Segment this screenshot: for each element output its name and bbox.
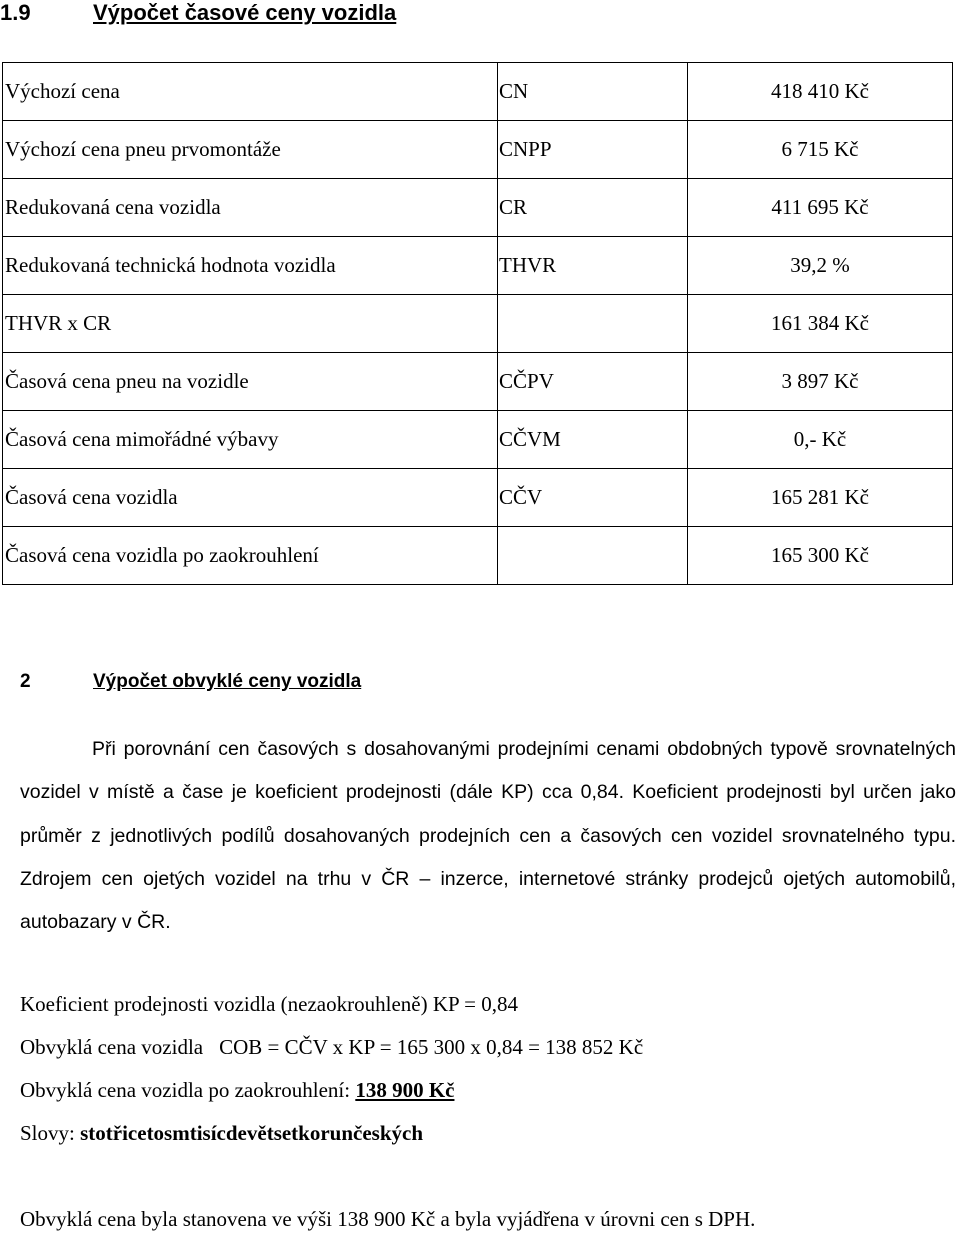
row-label: Výchozí cena pneu prvomontáže <box>3 121 498 179</box>
section-number: 2 <box>20 671 31 692</box>
table-row <box>3 295 953 353</box>
formula-line <box>20 1033 643 1061</box>
price-in-words-value: stotřicetosmtisícdevětsetkorunčeských <box>80 1121 424 1145</box>
row-value: 3 897 Kč <box>688 353 953 411</box>
price-calculation-table <box>2 62 953 585</box>
row-symbol <box>498 295 688 353</box>
row-symbol: CČVM <box>498 411 688 469</box>
row-value: 165 281 Kč <box>688 469 953 527</box>
row-value: 0,- Kč <box>688 411 953 469</box>
row-value: 411 695 Kč <box>688 179 953 237</box>
row-symbol: CN <box>498 63 688 121</box>
formula: COB = CČV x KP = 165 300 x 0,84 = 138 852 Kč <box>219 1035 644 1059</box>
row-label: Redukovaná technická hodnota vozidla <box>3 237 498 295</box>
table-row <box>3 411 953 469</box>
section-title: Výpočet obvyklé ceny vozidla <box>93 671 362 692</box>
price-in-words-line <box>20 1119 423 1147</box>
table-row <box>3 527 953 585</box>
row-symbol: CNPP <box>498 121 688 179</box>
rounded-price-label: Obvyklá cena vozidla po zaokrouhlení: <box>20 1078 351 1102</box>
formula-label: Obvyklá cena vozidla <box>20 1035 204 1059</box>
price-in-words-label: Slovy: <box>20 1121 75 1145</box>
final-statement: Obvyklá cena byla stanovena ve výši 138 900 Kč a byla vyjádřena v úrovni cen s DPH. <box>20 1207 756 1231</box>
body-paragraph: Při porovnání cen časových s dosahovanými prodejními cenami obdobných typově srovnatelných vozidel v místě a čase je koeficient prodejnosti (dále KP) cca 0,84. Koeficient prodejnosti byl určen jako průměr z jednotlivých podílů dosahovaných prodejních cen a časových cen vozidel srovnatelného typu. Zdrojem cen ojetých vozidel na trhu v ČR – inzerce, internetové stránky prodejců ojetých automobilů, autobazary v ČR. <box>20 738 956 934</box>
row-label: Redukovaná cena vozidla <box>3 179 498 237</box>
row-symbol: CČPV <box>498 353 688 411</box>
row-label: Časová cena pneu na vozidle <box>3 353 498 411</box>
row-label: Výchozí cena <box>3 63 498 121</box>
row-symbol: CR <box>498 179 688 237</box>
row-symbol: THVR <box>498 237 688 295</box>
rounded-price-value: 138 900 Kč <box>355 1078 455 1102</box>
row-symbol <box>498 527 688 585</box>
table-row <box>3 237 953 295</box>
row-value: 165 300 Kč <box>688 527 953 585</box>
table-row <box>3 469 953 527</box>
table-row <box>3 63 953 121</box>
row-label: Časová cena vozidla <box>3 469 498 527</box>
table-row <box>3 179 953 237</box>
row-value: 39,2 % <box>688 237 953 295</box>
table-row <box>3 121 953 179</box>
row-value: 6 715 Kč <box>688 121 953 179</box>
table-row <box>3 353 953 411</box>
coefficient-line: Koeficient prodejnosti vozidla (nezaokrouhleně) KP = 0,84 <box>20 992 519 1016</box>
row-symbol: CČV <box>498 469 688 527</box>
row-value: 418 410 Kč <box>688 63 953 121</box>
row-label: THVR x CR <box>3 295 498 353</box>
row-value: 161 384 Kč <box>688 295 953 353</box>
rounded-price-line <box>20 1076 454 1104</box>
section-number: 1.9 <box>0 0 31 25</box>
row-label: Časová cena mimořádné výbavy <box>3 411 498 469</box>
row-label: Časová cena vozidla po zaokrouhlení <box>3 527 498 585</box>
section-title: Výpočet časové ceny vozidla <box>93 0 397 25</box>
